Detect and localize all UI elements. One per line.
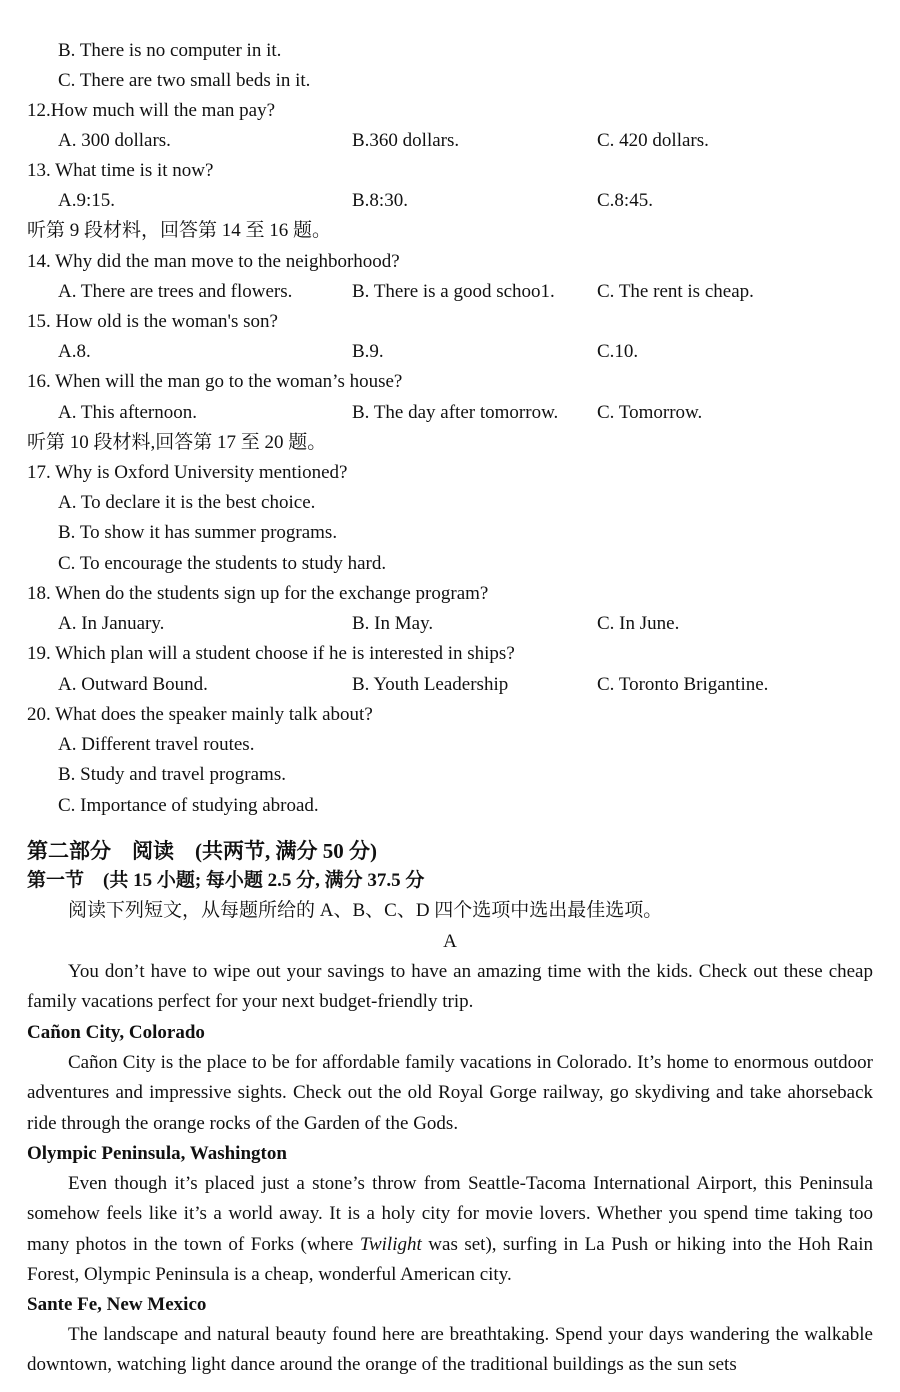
q15-options: [0, 337, 900, 367]
q13-options: [0, 186, 900, 216]
heading-santa-fe: Sante Fe, New Mexico: [27, 1294, 207, 1315]
q17-option-a: A. To declare it is the best choice.: [58, 492, 316, 513]
q19-question: 19. Which plan will a student choose if he is interested in ships?: [27, 643, 515, 664]
section-9-instruction: 听第 9 段材料，回答第 14 至 16 题。: [27, 220, 332, 241]
q19-option-b: B. Youth Leadership: [352, 674, 509, 695]
q17-option-b: B. To show it has summer programs.: [58, 522, 338, 543]
q13-question: 13. What time is it now?: [27, 160, 214, 181]
reading-instruction: 阅读下列短文，从每题所给的 A、B、C、D 四个选项中选出最佳选项。: [68, 900, 663, 921]
q11-option-b: B. There is no computer in it.: [58, 40, 282, 61]
q18-question: 18. When do the students sign up for the exchange program?: [27, 583, 489, 604]
q16-option-a: A. This afternoon.: [58, 402, 197, 423]
q16-question: 16. When will the man go to the woman’s house?: [27, 371, 403, 392]
paragraph-text: Even though it’s placed just a stone’s throw from Seattle-Tacoma International Airport, this Peninsula somehow feels like it’s a world away. It is a holy city for movie lovers. Whether you spend time taking too many photos in the town of Forks (where: [27, 1173, 873, 1255]
q18-options: [0, 609, 900, 639]
q14-options: [0, 277, 900, 307]
q18-option-c: C. In June.: [597, 613, 680, 634]
q15-question: 15. How old is the woman's son?: [27, 311, 278, 332]
q12-question: 12.How much will the man pay?: [27, 100, 276, 121]
passage-intro: You don’t have to wipe out your savings to have an amazing time with the kids. Check out these cheap family vacations perfect for your next budget-friendly trip.: [27, 961, 873, 1013]
q12-option-b: B.360 dollars.: [352, 130, 460, 151]
q20-option-c: C. Importance of studying abroad.: [58, 795, 319, 816]
paragraph-santa-fe: The landscape and natural beauty found here are breathtaking. Spend your days wandering the walkable downtown, watching light dance around the orange of the traditional buildings as the sun sets: [27, 1324, 873, 1376]
q16-options: [0, 398, 900, 428]
q16-option-b: B. The day after tomorrow.: [352, 402, 559, 423]
q15-option-a: A.8.: [58, 341, 91, 362]
q13-option-a: A.9:15.: [58, 190, 115, 211]
q20-option-b: B. Study and travel programs.: [58, 764, 286, 785]
q14-question: 14. Why did the man move to the neighborhood?: [27, 251, 400, 272]
q15-option-c: C.10.: [597, 341, 639, 362]
q12-options: [0, 126, 900, 156]
q20-question: 20. What does the speaker mainly talk about?: [27, 704, 373, 725]
q12-option-a: A. 300 dollars.: [58, 130, 171, 151]
paragraph-canon-city: Cañon City is the place to be for affordable family vacations in Colorado. It’s home to enormous outdoor adventures and impressive sights. Check out the old Royal Gorge railway, go skydiving and take ahorseback ride through the orange rocks of the Garden of the Gods.: [27, 1052, 873, 1134]
passage-label: A: [443, 931, 457, 952]
q19-options: [0, 670, 900, 700]
part-2-title: 第二部分 阅读 (共两节, 满分 50 分): [27, 839, 377, 863]
section-10-instruction: 听第 10 段材料,回答第 17 至 20 题。: [27, 432, 327, 453]
q19-option-c: C. Toronto Brigantine.: [597, 674, 769, 695]
heading-olympic-peninsula: Olympic Peninsula, Washington: [27, 1143, 287, 1164]
q17-question: 17. Why is Oxford University mentioned?: [27, 462, 348, 483]
q13-option-c: C.8:45.: [597, 190, 653, 211]
paragraph-olympic-peninsula: [27, 1169, 873, 1290]
q13-option-b: B.8:30.: [352, 190, 408, 211]
q14-option-a: A. There are trees and flowers.: [58, 281, 293, 302]
q18-option-a: A. In January.: [58, 613, 165, 634]
heading-canon-city: Cañon City, Colorado: [27, 1022, 205, 1043]
q17-option-c: C. To encourage the students to study hard.: [58, 553, 387, 574]
section-1-title: 第一节 (共 15 小题; 每小题 2.5 分, 满分 37.5 分: [27, 870, 425, 891]
q11-option-c: C. There are two small beds in it.: [58, 70, 311, 91]
q14-option-b: B. There is a good schoo1.: [352, 281, 555, 302]
q15-option-b: B.9.: [352, 341, 384, 362]
q14-option-c: C. The rent is cheap.: [597, 281, 754, 302]
q12-option-c: C. 420 dollars.: [597, 130, 709, 151]
q19-option-a: A. Outward Bound.: [58, 674, 208, 695]
paragraph-text: was set), surfing in La Push or hiking into the Hoh Rain Forest, Olympic Peninsula is a cheap, wonderful American city.: [27, 1233, 874, 1285]
q18-option-b: B. In May.: [352, 613, 434, 634]
q16-option-c: C. Tomorrow.: [597, 402, 703, 423]
q20-option-a: A. Different travel routes.: [58, 734, 255, 755]
movie-title: Twilight: [359, 1233, 422, 1255]
